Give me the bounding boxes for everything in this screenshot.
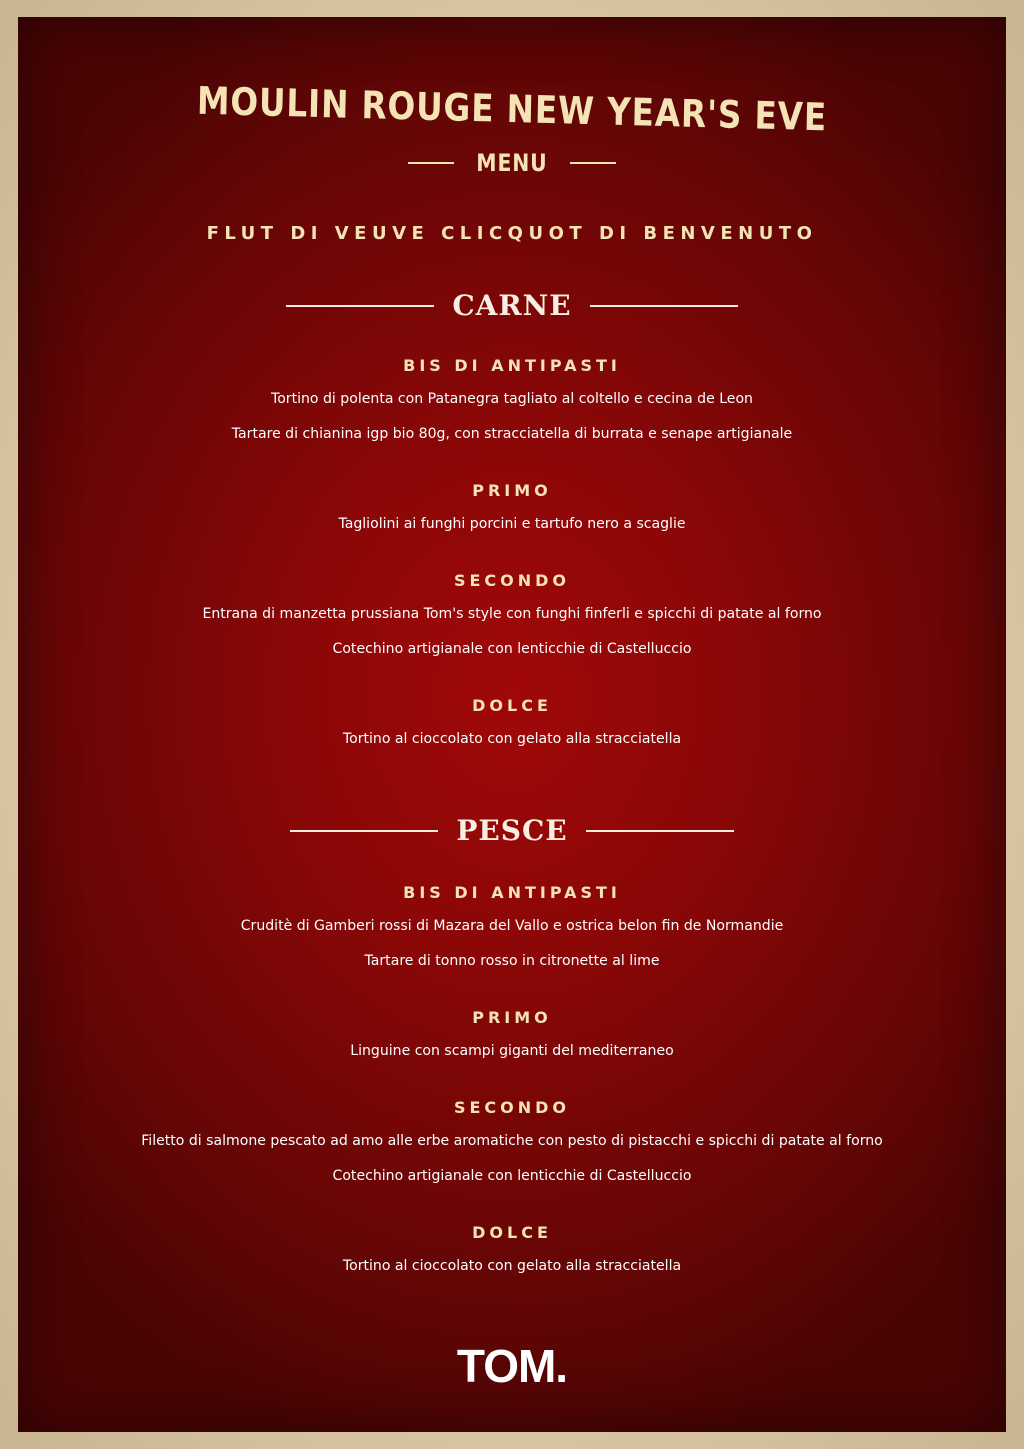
menu-item: Tortino al cioccolato con gelato alla stracciatella	[342, 731, 682, 747]
course-pesce-antipasti	[18, 882, 1006, 986]
menu-item: Tartare di chianina igp bio 80g, con stracciatella di burrata e senape artigianale	[231, 426, 793, 442]
section-title: PESCE	[456, 814, 568, 847]
section-heading-carne	[18, 289, 1006, 322]
menu-item: Tagliolini ai funghi porcini e tartufo nero a scaglie	[338, 516, 686, 532]
menu-item: Cruditè di Gamberi rossi di Mazara del Vallo e ostrica belon fin de Normandie	[240, 918, 784, 934]
menu-item: Cotechino artigianale con lenticchie di Castelluccio	[332, 1168, 692, 1184]
course-name: SECONDO	[453, 571, 571, 590]
course-carne-antipasti	[18, 355, 1006, 459]
divider-right	[590, 305, 738, 307]
menu-item: Tartare di tonno rosso in citronette al lime	[364, 953, 660, 969]
course-name: PRIMO	[472, 1008, 552, 1027]
menu-item: Linguine con scampi giganti del mediterraneo	[350, 1043, 674, 1059]
course-items	[18, 1041, 1006, 1076]
course-pesce-secondo	[18, 1097, 1006, 1201]
course-name: SECONDO	[453, 1098, 571, 1117]
course-items	[18, 916, 1006, 986]
menu-subtitle: MENU	[476, 149, 548, 177]
menu-item: Filetto di salmone pescato ad amo alle erbe aromatiche con pesto di pistacchi e spicchi di patate al forno	[141, 1133, 883, 1149]
course-name: DOLCE	[472, 696, 552, 715]
course-name: PRIMO	[472, 481, 552, 500]
menu-item: Tortino di polenta con Patanegra tagliato al coltello e cecina de Leon	[271, 391, 753, 407]
menu-item: Entrana di manzetta prussiana Tom's style con funghi finferli e spicchi di patate al forno	[202, 606, 822, 622]
course-name: BIS DI ANTIPASTI	[403, 356, 621, 375]
menu-item: Cotechino artigianale con lenticchie di Castelluccio	[332, 641, 692, 657]
welcome-drink: FLUT DI VEUVE CLICQUOT DI BENVENUTO	[206, 223, 818, 244]
divider-left	[290, 830, 438, 832]
divider-right	[570, 162, 616, 164]
course-carne-secondo	[18, 570, 1006, 674]
course-name: BIS DI ANTIPASTI	[403, 883, 621, 902]
divider-left	[408, 162, 454, 164]
course-items	[18, 1131, 1006, 1201]
divider-right	[586, 830, 734, 832]
menu-panel	[18, 17, 1006, 1432]
section-title: CARNE	[452, 289, 572, 322]
divider-left	[286, 305, 434, 307]
course-items	[18, 389, 1006, 459]
section-heading-pesce	[18, 814, 1006, 847]
menu-subtitle-row	[18, 149, 1006, 177]
course-carne-primo	[18, 480, 1006, 549]
tom-logo: TOM.	[456, 1340, 568, 1392]
course-name: DOLCE	[472, 1223, 552, 1242]
course-pesce-dolce	[18, 1222, 1006, 1291]
course-items	[18, 604, 1006, 674]
course-items	[18, 514, 1006, 549]
menu-title: MOULIN ROUGE NEW YEAR'S EVE	[196, 78, 828, 140]
menu-item: Tortino al cioccolato con gelato alla stracciatella	[342, 1258, 682, 1274]
course-carne-dolce	[18, 695, 1006, 764]
course-pesce-primo	[18, 1007, 1006, 1076]
course-items	[18, 1256, 1006, 1291]
course-items	[18, 729, 1006, 764]
